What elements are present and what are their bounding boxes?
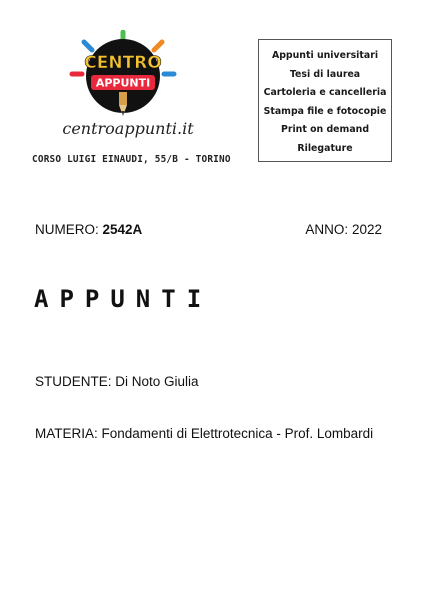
service-item: Tesi di laurea — [289, 68, 361, 80]
logo-text-centro: CENTRO — [84, 53, 162, 73]
document-number — [35, 222, 142, 237]
logo-text-appunti: APPUNTI — [95, 76, 151, 90]
service-item: Appunti universitari — [271, 50, 379, 61]
centro-appunti-logo — [62, 30, 184, 120]
document-title: APPUNTI — [34, 285, 213, 313]
studente-value: Di Noto Giulia — [115, 374, 199, 389]
materia-label: MATERIA: — [35, 426, 98, 441]
numero-value: 2542A — [102, 222, 143, 237]
materia-value: Fondamenti di Elettrotecnica - Prof. Lombardi — [101, 426, 374, 441]
student-line — [35, 374, 199, 389]
document-year — [305, 222, 382, 237]
service-item: Cartoleria e cancelleria — [263, 87, 387, 99]
anno-label: ANNO: — [305, 222, 349, 237]
subject-line — [35, 426, 373, 441]
service-item: Rilegature — [297, 142, 353, 154]
numero-label: NUMERO: — [35, 222, 99, 237]
studente-label: STUDENTE: — [35, 374, 112, 389]
logo-graphic — [62, 30, 184, 120]
services-box — [258, 39, 392, 162]
service-item: Stampa file e fotocopie — [263, 105, 387, 117]
site-url: centroappunti.it — [62, 119, 194, 138]
anno-value: 2022 — [351, 222, 382, 237]
store-address: CORSO LUIGI EINAUDI, 55/B - TORINO — [32, 154, 231, 165]
service-item: Print on demand — [280, 124, 370, 136]
